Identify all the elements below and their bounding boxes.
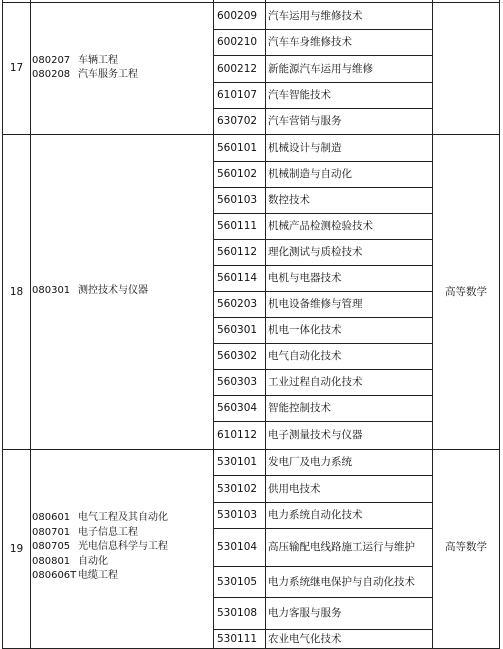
vocational-code: 530102	[217, 482, 258, 495]
group-number: 18	[9, 285, 24, 298]
vocational-name: 电机与电器技术	[268, 272, 342, 284]
group-number: 17	[9, 62, 24, 74]
column-rule	[265, 0, 266, 649]
vocational-code: 610112	[217, 429, 258, 441]
vocational-name: 供用电技术	[268, 482, 321, 495]
major-entry	[32, 569, 168, 584]
vocational-name: 汽车智能技术	[268, 89, 331, 101]
column-rule	[499, 0, 500, 649]
vocational-code: 600209	[217, 9, 258, 22]
vocational-code: 610107	[217, 89, 258, 101]
major-name: 光电信息科学与工程	[78, 541, 168, 552]
vocational-name: 电子测量技术与仪器	[268, 429, 363, 441]
vocational-name: 机电设备维修与管理	[268, 298, 363, 310]
vocational-name: 汽车车身维修技术	[268, 36, 352, 48]
vocational-name: 汽车营销与服务	[268, 115, 342, 127]
vocational-code: 560203	[217, 298, 258, 310]
vocational-name: 电力系统继电保护与自动化技术	[268, 575, 415, 588]
vocational-name: 工业过程自动化技术	[268, 376, 363, 388]
vocational-code: 530104	[217, 541, 258, 553]
vocational-code: 530101	[217, 456, 258, 468]
vocational-code: 600212	[217, 62, 258, 75]
major-code: 080208	[32, 69, 71, 80]
vocational-name: 新能源汽车运用与维修	[268, 62, 373, 75]
major-entry	[32, 526, 168, 541]
vocational-code: 560111	[217, 220, 258, 232]
vocational-name: 汽车运用与维修技术	[268, 9, 363, 22]
vocational-name: 高压输配电线路施工运行与维护	[268, 541, 415, 553]
major-entry	[32, 540, 168, 555]
vocational-name: 机械制造与自动化	[268, 168, 352, 180]
vocational-name: 理化测试与质检技术	[268, 246, 363, 258]
vocational-name: 机械产品检测检验技术	[268, 220, 373, 232]
major-name: 电缆工程	[78, 570, 118, 581]
vocational-name: 机械设计与制造	[268, 141, 342, 154]
major-code: 080701	[32, 526, 71, 538]
vocational-name: 电气自动化技术	[268, 350, 342, 362]
vocational-code: 530103	[217, 509, 258, 521]
vocational-code: 600210	[217, 36, 258, 48]
vocational-code: 630702	[217, 115, 258, 127]
major-entry	[32, 68, 138, 83]
undergraduate-majors	[32, 54, 138, 83]
major-name: 电气工程及其自动化	[78, 512, 168, 523]
major-code: 080705	[32, 541, 71, 552]
major-name: 测控技术与仪器	[78, 285, 148, 297]
major-name: 车辆工程	[78, 54, 118, 66]
column-rule	[213, 0, 214, 649]
vocational-code: 560304	[217, 402, 258, 414]
vocational-code: 560101	[217, 141, 258, 154]
major-entry	[32, 555, 168, 570]
vocational-code: 560103	[217, 194, 258, 206]
major-name: 自动化	[78, 555, 108, 567]
column-rule	[30, 0, 31, 649]
major-code: 080301	[32, 285, 71, 297]
vocational-code: 560112	[217, 246, 258, 258]
exam-subject: 高等数学	[445, 285, 487, 298]
undergraduate-majors	[32, 511, 168, 584]
vocational-name: 数控技术	[268, 194, 310, 206]
major-entry	[32, 511, 168, 526]
vocational-name: 农业电气化技术	[268, 633, 342, 645]
major-entry	[32, 54, 138, 69]
vocational-name: 电力客服与服务	[268, 607, 342, 619]
vocational-code: 530108	[217, 607, 258, 619]
vocational-code: 560303	[217, 376, 258, 388]
exam-subject: 高等数学	[445, 541, 487, 553]
vocational-code: 560114	[217, 272, 258, 284]
major-code: 080601	[32, 512, 71, 523]
major-code: 080801	[32, 555, 71, 567]
vocational-code: 530105	[217, 575, 258, 588]
vocational-code: 560302	[217, 350, 258, 362]
major-name: 电子信息工程	[78, 526, 138, 538]
undergraduate-majors	[32, 284, 148, 299]
vocational-name: 电力系统自动化技术	[268, 509, 363, 521]
vocational-name: 机电一体化技术	[268, 324, 342, 336]
vocational-code: 560102	[217, 168, 258, 180]
vocational-name: 发电厂及电力系统	[268, 456, 352, 468]
major-code: 080606T	[32, 570, 77, 581]
vocational-name: 智能控制技术	[268, 402, 331, 414]
major-code: 080207	[32, 54, 71, 66]
vocational-code: 560301	[217, 324, 258, 336]
major-entry	[32, 284, 148, 299]
major-name: 汽车服务工程	[78, 69, 138, 80]
vocational-code: 530111	[217, 633, 258, 645]
group-number: 19	[9, 543, 24, 555]
